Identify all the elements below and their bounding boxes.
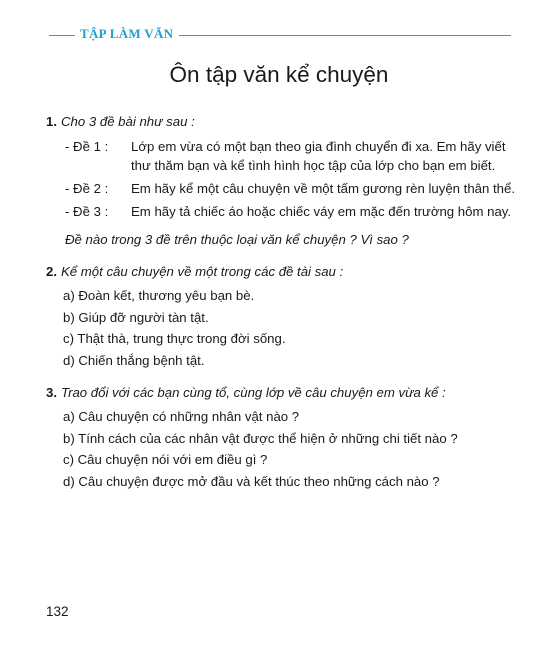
- list-item: a) Đoàn kết, thương yêu bạn bè.: [63, 288, 255, 303]
- question-3-number: 3.: [46, 385, 57, 400]
- topic-label: - Đề 1 :: [65, 139, 109, 154]
- question-2-head: [46, 263, 526, 281]
- topic-text: Lớp em vừa có một bạn theo gia đình chuyển đi xa. Em hãy viết thư thăm bạn và kể tình hình học tập của lớp cho bạn em biết.: [131, 139, 506, 173]
- question-3: [46, 384, 526, 491]
- header-rule-right: [179, 35, 511, 36]
- list-item: a) Câu chuyện có những nhân vật nào ?: [63, 409, 300, 424]
- option-list: [63, 286, 526, 370]
- section-label: TẬP LÀM VĂN: [80, 26, 174, 41]
- list-item: b) Tính cách của các nhân vật được thể hiện ở những chi tiết nào ?: [63, 430, 458, 446]
- list-item: c) Thật thà, trung thực trong đời sống.: [63, 331, 286, 346]
- question-2-number: 2.: [46, 264, 57, 279]
- list-item: d) Câu chuyện được mở đầu và kết thúc theo những cách nào ?: [63, 473, 440, 489]
- question-1-number: 1.: [46, 114, 57, 129]
- question-1: [46, 113, 526, 249]
- topic-text: Em hãy tả chiếc áo hoặc chiếc váy em mặc đến trường hôm nay.: [131, 204, 512, 219]
- question-2: [46, 263, 526, 370]
- topic-item: [65, 202, 526, 221]
- topic-item: [65, 137, 526, 175]
- topic-label: - Đề 2 :: [65, 181, 109, 196]
- topic-text: Em hãy kể một câu chuyện về một tấm gương rèn luyện thân thể.: [131, 181, 515, 196]
- topic-item: [65, 179, 526, 198]
- page-number: 132: [46, 604, 69, 619]
- option-list: [63, 407, 526, 491]
- question-3-text: Trao đổi với các bạn cùng tổ, cùng lớp về câu chuyện em vừa kể :: [61, 385, 446, 400]
- section-header: [49, 24, 511, 44]
- list-item: b) Giúp đỡ người tàn tật.: [63, 309, 209, 325]
- question-2-text: Kể một câu chuyện về một trong các đề tài sau :: [61, 264, 344, 279]
- header-rule-left: [49, 35, 75, 36]
- page-title: Ôn tập văn kể chuyện: [169, 62, 389, 87]
- topic-list: [65, 137, 526, 221]
- question-3-head: [46, 384, 526, 402]
- list-item: d) Chiến thắng bệnh tật.: [63, 352, 205, 368]
- question-1-conclusion: Đề nào trong 3 đề trên thuộc loại văn kể chuyện ? Vì sao ?: [65, 232, 409, 247]
- question-1-head: [46, 113, 526, 131]
- exercise-content: [46, 113, 526, 493]
- question-1-text: Cho 3 đề bài như sau :: [61, 114, 195, 129]
- topic-label: - Đề 3 :: [65, 204, 109, 219]
- list-item: c) Câu chuyện nói với em điều gì ?: [63, 452, 268, 467]
